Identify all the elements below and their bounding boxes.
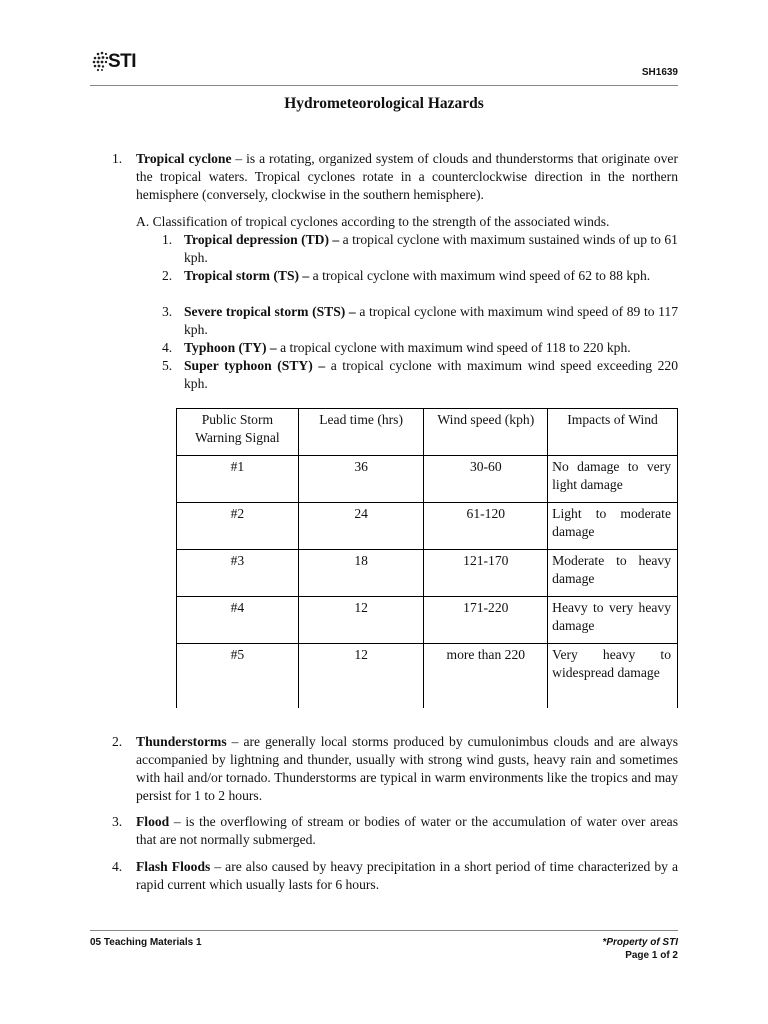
table-header-row: [177, 409, 678, 456]
table-cell: No damage to very light damage: [548, 456, 678, 503]
table-cell: Very heavy to widespread damage: [548, 644, 678, 709]
table-cell: more than 220: [424, 644, 548, 709]
item-flash-floods: [136, 858, 678, 894]
table-cell: #4: [177, 597, 299, 644]
class-entry-sts: [184, 303, 678, 339]
item-definition: – is the overflowing of stream or bodies of water or the accumulation of water over areas that are not normally submerged.: [136, 814, 678, 847]
class-text: a tropical cyclone with maximum wind speed of 118 to 220 kph.: [276, 340, 631, 355]
class-entry-ts: [184, 267, 678, 285]
item-definition: – are generally local storms produced by cumulonimbus clouds and are always accompanied by lightning and thunder, usually with strong wind gusts, heavy rain and sometimes with hail and/or tornado. Thunderstorms are typical in warm environments like the tropics and may persist for 1 to 2 hours.: [136, 734, 678, 803]
table-cell: 36: [298, 456, 424, 503]
table-cell: 18: [298, 550, 424, 597]
item-term: Thunderstorms: [136, 734, 227, 749]
table-cell: 12: [298, 597, 424, 644]
column-header: Impacts of Wind: [548, 409, 678, 456]
item-number: 4.: [112, 859, 123, 874]
class-term: Typhoon (TY) –: [184, 340, 277, 355]
item-flood: [136, 813, 678, 849]
table-row: [177, 503, 678, 550]
table-row: [177, 644, 678, 709]
column-header: Lead time (hrs): [298, 409, 424, 456]
table-cell: #1: [177, 456, 299, 503]
item-number: 2.: [112, 734, 123, 749]
document-code: SH1639: [641, 67, 678, 78]
class-text: a tropical cyclone with maximum wind speed of 89 to 117 kph.: [184, 304, 679, 337]
footer-divider: [90, 930, 678, 931]
table-row: [177, 550, 678, 597]
sti-logo: [92, 50, 152, 76]
table-cell: 24: [298, 503, 424, 550]
header-divider: [90, 85, 678, 86]
table-cell: #3: [177, 550, 299, 597]
table-cell: #5: [177, 644, 299, 709]
class-entry-td: [184, 231, 678, 267]
class-text: a tropical cyclone with maximum sustained winds of up to 61 kph.: [184, 232, 678, 265]
class-number: 2.: [162, 268, 173, 283]
page-number: Page 1 of 2: [625, 950, 678, 961]
item-tropical-cyclone: [136, 150, 678, 204]
class-number: 1.: [162, 232, 173, 247]
table-cell: Heavy to very heavy damage: [548, 597, 678, 644]
item-term: Flood: [136, 814, 170, 829]
item-thunderstorms: [136, 733, 678, 805]
table-cell: #2: [177, 503, 299, 550]
table-cell: Light to moderate damage: [548, 503, 678, 550]
item-definition: – are also caused by heavy precipitation in a short period of time characterized by a rapid current which usually lasts for 6 hours.: [136, 859, 679, 892]
class-text: a tropical cyclone with maximum wind speed of 62 to 88 kph.: [309, 268, 651, 283]
item-number: 3.: [112, 814, 123, 829]
column-header: Wind speed (kph): [424, 409, 548, 456]
page-title: Hydrometeorological Hazards: [284, 95, 484, 112]
table-row: [177, 597, 678, 644]
class-term: Tropical depression (TD) –: [184, 232, 340, 247]
class-term: Super typhoon (STY) –: [184, 358, 326, 373]
item-definition: – is a rotating, organized system of clouds and thunderstorms that originate over the tropical waters. Tropical cyclones rotate in a counterclockwise direction in the northern hemisphere (conversely, clockwise in the southern hemisphere).: [136, 151, 678, 202]
footer-course-label: 05 Teaching Materials 1: [90, 937, 202, 948]
column-header: Public Storm Warning Signal: [177, 409, 299, 456]
storm-signal-table: [176, 408, 678, 708]
item-term: Tropical cyclone: [136, 151, 232, 166]
table-row: [177, 456, 678, 503]
class-entry-ty: [184, 339, 678, 357]
table-cell: 121-170: [424, 550, 548, 597]
class-number: 5.: [162, 358, 173, 373]
item-number: 1.: [112, 151, 123, 166]
property-notice: *Property of STI: [602, 937, 678, 948]
table-cell: 61-120: [424, 503, 548, 550]
item-term: Flash Floods: [136, 859, 211, 874]
table-cell: 171-220: [424, 597, 548, 644]
class-text: a tropical cyclone with maximum wind speed exceeding 220 kph.: [184, 358, 679, 391]
table-cell: Moderate to heavy damage: [548, 550, 678, 597]
footer-info: [602, 936, 678, 962]
logo-text: STI: [108, 51, 137, 72]
table-cell: 30-60: [424, 456, 548, 503]
class-number: 4.: [162, 340, 173, 355]
class-term: Tropical storm (TS) –: [184, 268, 310, 283]
class-entry-sty: [184, 357, 678, 393]
class-number: 3.: [162, 304, 173, 319]
classification-heading: A. Classification of tropical cyclones according to the strength of the associated winds.: [136, 214, 610, 229]
table-cell: 12: [298, 644, 424, 709]
class-term: Severe tropical storm (STS) –: [184, 304, 356, 319]
